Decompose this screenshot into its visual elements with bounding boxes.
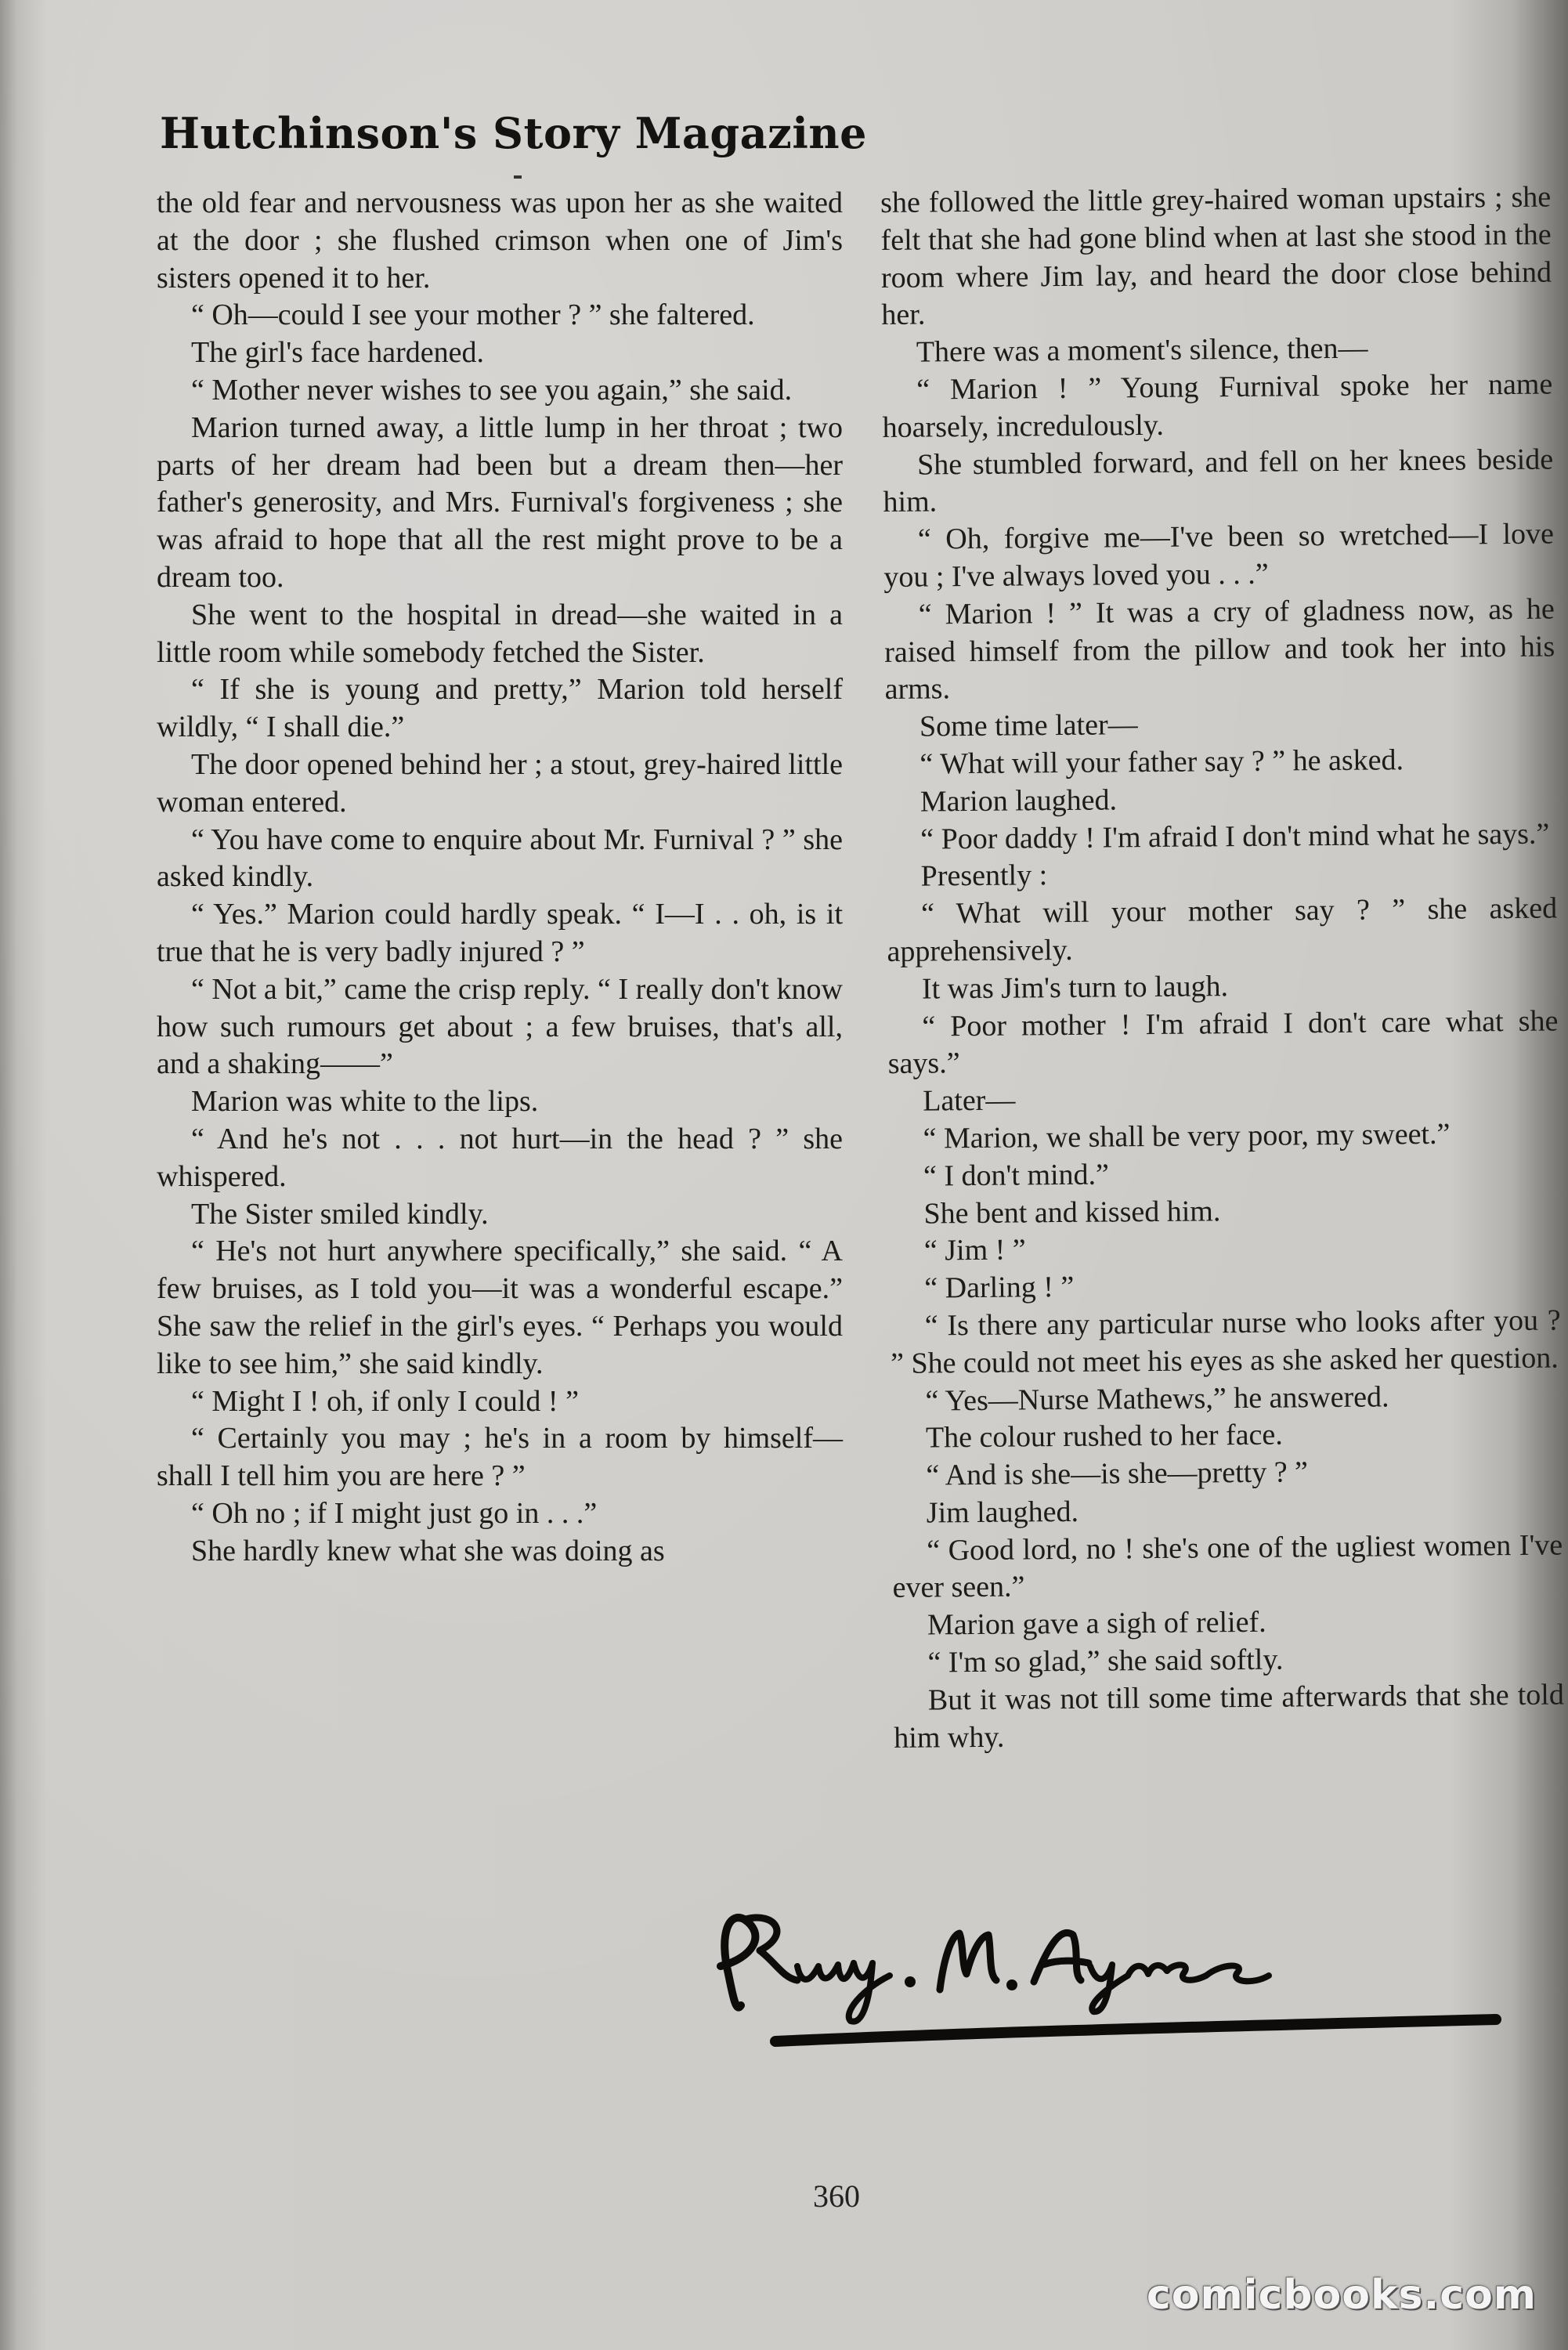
page-number: 360 xyxy=(813,2178,860,2214)
paragraph: “ Mother never wishes to see you again,” she said. xyxy=(191,373,793,407)
paragraph: “ If she is young and pretty,” Marion told herself wildly, “ I shall die.” xyxy=(157,673,843,744)
paragraph: She stumbled forward, and fell on her knees beside him. xyxy=(883,443,1554,519)
paragraph: “ I don't mind.” xyxy=(923,1158,1110,1193)
paragraph: “ He's not hurt anywhere specifically,” she said. “ A few bruises, as I told you—it was a wonderful escape.” She saw the relief in the girl's eyes. “ Perhaps you would like to see him,” she said kindly. xyxy=(157,1235,843,1380)
paragraph: She bent and kissed him. xyxy=(923,1194,1221,1231)
left-text-column xyxy=(157,185,843,1570)
paragraph: There was a moment's silence, then— xyxy=(916,331,1368,369)
paragraph: “ Marion, we shall be very poor, my sweet.” xyxy=(923,1117,1451,1155)
paragraph: “ Marion ! ” It was a cry of gladness now, as he raised himself from the pillow and took her into his arms. xyxy=(884,592,1555,707)
paragraph: “ Poor daddy ! I'm afraid I don't mind what he says.” xyxy=(920,817,1550,856)
paragraph: The girl's face hardened. xyxy=(191,336,484,370)
paragraph: “ Might I ! oh, if only I could ! ” xyxy=(191,1384,579,1418)
header-mark xyxy=(514,175,522,179)
paragraph: “ Oh—could I see your mother ? ” she faltered. xyxy=(191,298,755,332)
paragraph: It was Jim's turn to laugh. xyxy=(921,969,1229,1006)
paragraph: “ Good lord, no ! she's one of the ugliest women I've ever seen.” xyxy=(892,1528,1563,1605)
paragraph: The door opened behind her ; a stout, grey-haired little woman entered. xyxy=(157,747,843,819)
paragraph: “ And is she—is she—pretty ? ” xyxy=(926,1455,1309,1492)
paragraph: She went to the hospital in dread—she waited in a little room while somebody fetched the Sister. xyxy=(157,598,843,669)
paragraph: Marion turned away, a little lump in her throat ; two parts of her dream had been but a dream then—her father's generosity, and Mrs. Furnival's forgiveness ; she was afraid to hope that all the rest might prove to be a dream too. xyxy=(157,410,843,594)
paragraph: “ Certainly you may ; he's in a room by himself—shall I tell him you are here ? ” xyxy=(157,1422,843,1493)
paragraph: She hardly knew what she was doing as xyxy=(191,1534,665,1567)
paragraph: “ You have come to enquire about Mr. Furnival ? ” she asked kindly. xyxy=(157,822,843,894)
paragraph: Marion gave a sigh of relief. xyxy=(927,1606,1266,1642)
paragraph: But it was not till some time afterwards that she told him why. xyxy=(894,1678,1565,1755)
paragraph: “ Darling ! ” xyxy=(924,1271,1075,1305)
paragraph: “ Yes—Nurse Mathews,” he answered. xyxy=(925,1379,1389,1418)
author-signature xyxy=(705,1888,1519,2068)
paragraph: “ Not a bit,” came the crisp reply. “ I really don't know how such rumours get about ; a few bruises, that's all, and a shaking——” xyxy=(157,972,843,1081)
paragraph: “ What will your mother say ? ” she asked apprehensively. xyxy=(887,891,1558,968)
paragraph: “ And he's not . . . not hurt—in the head ? ” she whispered. xyxy=(157,1122,843,1193)
paragraph: Later— xyxy=(923,1083,1016,1118)
paragraph: “ Jim ! ” xyxy=(923,1233,1026,1267)
paragraph: “ Oh no ; if I might just go in . . .” xyxy=(191,1496,598,1530)
right-text-column xyxy=(880,179,1564,1758)
paragraph: “ Marion ! ” Young Furnival spoke her name hoarsely, incredulously. xyxy=(882,367,1553,444)
paragraph: Jim laughed. xyxy=(926,1495,1079,1530)
paragraph: The colour rushed to her face. xyxy=(925,1418,1283,1455)
paragraph: “ Yes.” Marion could hardly speak. “ I—I . . oh, is it true that he is very badly injured ? ” xyxy=(157,898,843,968)
page-header-title: Hutchinson's Story Magazine xyxy=(160,108,867,158)
paragraph: The Sister smiled kindly. xyxy=(191,1197,489,1231)
paragraph: the old fear and nervousness was upon her as she waited at the door ; she flushed crimson when one of Jim's sisters opened it to her. xyxy=(157,186,843,295)
watermark-text: comicbooks.com xyxy=(1146,2272,1537,2319)
paragraph: Presently : xyxy=(920,859,1048,893)
paragraph: she followed the little grey-haired woman upstairs ; she felt that she had gone blind when at last she stood in the room where Jim lay, and heard the door close behind her. xyxy=(880,180,1552,332)
paragraph: “ What will your father say ? ” he asked. xyxy=(919,743,1404,781)
paragraph: Marion laughed. xyxy=(919,783,1118,819)
paragraph: “ Oh, forgive me—I've been so wretched—I love you ; I've always loved you . . .” xyxy=(883,517,1555,594)
paragraph: “ Is there any particular nurse who looks after you ? ” She could not meet his eyes as she asked her question. xyxy=(890,1303,1561,1380)
paragraph: Marion was white to the lips. xyxy=(191,1085,539,1119)
paragraph: “ I'm so glad,” she said softly. xyxy=(927,1643,1284,1679)
paragraph: “ Poor mother ! I'm afraid I don't care what she says.” xyxy=(887,1004,1559,1081)
paragraph: Some time later— xyxy=(919,708,1138,743)
